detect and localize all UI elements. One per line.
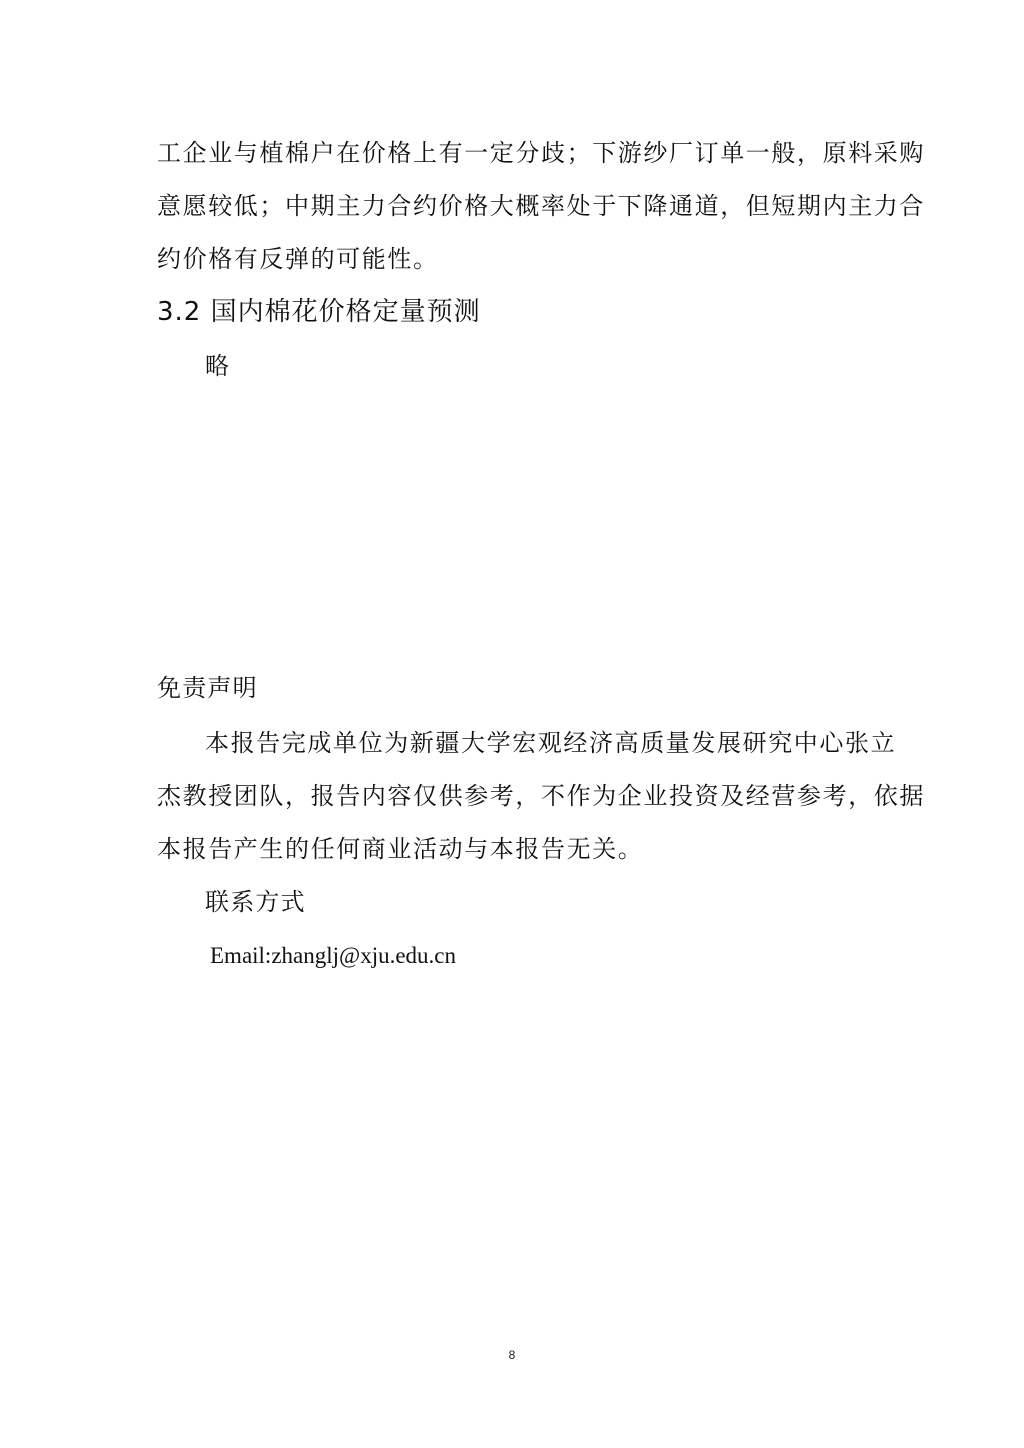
section-3-2-body: 略 xyxy=(205,352,231,380)
intro-line-1: 工企业与植棉户在价格上有一定分歧；下游纱厂订单一般，原料采购 xyxy=(157,139,925,167)
intro-line-2: 意愿较低；中期主力合约价格大概率处于下降通道，但短期内主力合 xyxy=(157,192,925,220)
disclaimer-line-1: 本报告完成单位为新疆大学宏观经济高质量发展研究中心张立 xyxy=(205,729,897,757)
disclaimer-line-3: 本报告产生的任何商业活动与本报告无关。 xyxy=(157,835,644,863)
disclaimer-line-2: 杰教授团队，报告内容仅供参考，不作为企业投资及经营参考，依据 xyxy=(157,782,925,810)
page-number: 8 xyxy=(508,1348,516,1362)
intro-line-3: 约价格有反弹的可能性。 xyxy=(157,245,439,273)
section-heading-3-2: 3.2 国内棉花价格定量预测 xyxy=(157,297,481,327)
disclaimer-title: 免责声明 xyxy=(157,674,258,702)
contact-title: 联系方式 xyxy=(205,888,306,916)
contact-email: Email:zhanglj@xju.edu.cn xyxy=(210,943,457,968)
